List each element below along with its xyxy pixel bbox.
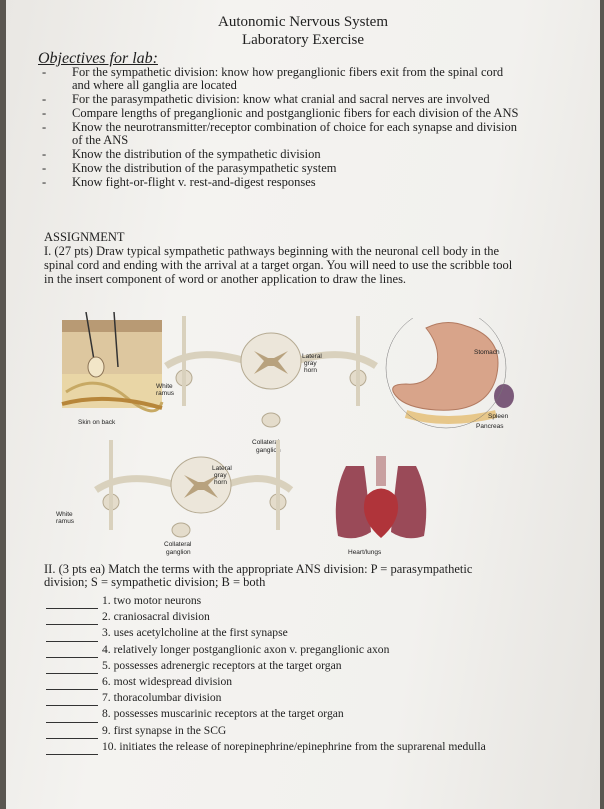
- objective-item: - Compare lengths of preganglionic and postganglionic fibers for each division of the ANS: [42, 107, 522, 120]
- answer-blank[interactable]: [46, 693, 98, 706]
- label-collateral: Collateral: [252, 439, 280, 446]
- objective-item: - Know fight-or-flight v. rest-and-digest responses: [42, 176, 522, 189]
- label-white: White: [56, 511, 73, 518]
- spinal-nerve-right: [226, 479, 291, 490]
- matching-item: [46, 625, 486, 641]
- spinal-cord-figure-top: [156, 316, 386, 436]
- answer-blank[interactable]: [46, 661, 98, 674]
- answer-blank[interactable]: [46, 710, 98, 723]
- label-pancreas: Pancreas: [476, 423, 504, 430]
- title-line-2: Laboratory Exercise: [241, 32, 365, 48]
- stomach-shape: [393, 322, 498, 410]
- label-ramus: ramus: [156, 390, 175, 397]
- objective-item: - Know the distribution of the sympathetic division: [42, 148, 522, 161]
- objective-item: - For the parasympathetic division: know what cranial and sacral nerves are involved: [42, 93, 522, 106]
- label-ganglion: ganglion: [256, 447, 281, 454]
- matching-item: [46, 609, 486, 625]
- label-spleen: Spleen: [488, 413, 509, 420]
- label-gray: gray: [214, 472, 227, 479]
- collateral-ganglion: [172, 523, 190, 537]
- label-horn: horn: [304, 367, 318, 374]
- label-collateral: Collateral: [164, 541, 192, 548]
- matching-item-text: 4. relatively longer postganglionic axon v. preganglionic axon: [102, 642, 390, 656]
- matching-item: [46, 723, 486, 739]
- answer-blank[interactable]: [46, 596, 98, 609]
- matching-item-text: 5. possesses adrenergic receptors at the target organ: [102, 658, 342, 672]
- label-lateral: Lateral: [302, 353, 322, 360]
- label-gray: gray: [304, 360, 317, 367]
- spinal-cord-figure-bottom: [56, 440, 296, 560]
- spinal-nerve-left: [166, 355, 246, 366]
- spleen-shape: [494, 384, 514, 408]
- skin-on-back-figure: [56, 312, 168, 432]
- matching-item: [46, 658, 486, 674]
- label-lateral: Lateral: [212, 465, 232, 472]
- matching-item-text: 9. first synapse in the SCG: [102, 723, 227, 737]
- heart-lungs-figure: [326, 446, 436, 558]
- matching-item-text: 8. possesses muscarinic receptors at the target organ: [102, 707, 344, 721]
- matching-item: [46, 642, 486, 658]
- answer-blank[interactable]: [46, 726, 98, 739]
- matching-item: [46, 690, 486, 706]
- objective-item: - Know the neurotransmitter/receptor combination of choice for each synapse and division of the ANS: [42, 121, 522, 147]
- matching-item: [46, 739, 486, 755]
- matching-item-text: 2. craniosacral division: [102, 610, 210, 624]
- label-ganglion: ganglion: [166, 549, 191, 556]
- pancreas-shape: [406, 414, 496, 420]
- stomach-figure: [376, 318, 516, 430]
- worksheet-page: [6, 0, 600, 809]
- label-heart-lungs: Heart/lungs: [348, 549, 382, 556]
- answer-blank[interactable]: [46, 612, 98, 625]
- answer-blank[interactable]: [46, 677, 98, 690]
- part2-heading: II. (3 pts ea) Match the terms with the appropriate ANS division: P = parasympathetic division; S = sympathetic division; B = both: [44, 562, 473, 589]
- label-stomach: Stomach: [474, 349, 500, 356]
- assignment-heading: ASSIGNMENT: [44, 230, 125, 244]
- hair-follicle: [88, 357, 104, 377]
- answer-blank[interactable]: [46, 645, 98, 658]
- assignment-part1-text: I. (27 pts) Draw typical sympathetic pathways beginning with the neuronal cell body in the spinal cord and ending with the arrival at a target organ. You will need to use the scribble tool in the insert component of word or another application to draw the lines.: [44, 244, 513, 286]
- matching-item-text: 7. thoracolumbar division: [102, 691, 222, 705]
- label-white: White: [156, 383, 173, 390]
- matching-item: [46, 674, 486, 690]
- matching-item: [46, 593, 486, 609]
- matching-item-text: 6. most widespread division: [102, 675, 233, 689]
- epidermis: [62, 320, 162, 332]
- matching-item-text: 3. uses acetylcholine at the first synapse: [102, 626, 288, 640]
- answer-blank[interactable]: [46, 742, 98, 755]
- matching-list: [46, 593, 486, 755]
- objective-item: - Know the distribution of the parasympathetic system: [42, 162, 522, 175]
- label-ramus: ramus: [56, 518, 75, 525]
- title-line-1: Autonomic Nervous System: [218, 14, 388, 30]
- objective-item: - For the sympathetic division: know how preganglionic fibers exit from the spinal cord and where all ganglia are located: [42, 66, 522, 92]
- matching-item: [46, 706, 486, 722]
- collateral-ganglion: [262, 413, 280, 427]
- matching-item-text: 1. two motor neurons: [102, 594, 202, 607]
- spinal-nerve-left: [96, 479, 176, 490]
- label-horn: horn: [214, 479, 228, 486]
- matching-item-text: 10. initiates the release of norepinephrine/epinephrine from the suprarenal medulla: [102, 739, 486, 753]
- objectives-heading: Objectives for lab:: [38, 50, 158, 67]
- label-skin-on-back: Skin on back: [78, 419, 116, 426]
- answer-blank[interactable]: [46, 629, 98, 642]
- objectives-list: [42, 66, 522, 190]
- trachea: [376, 456, 386, 486]
